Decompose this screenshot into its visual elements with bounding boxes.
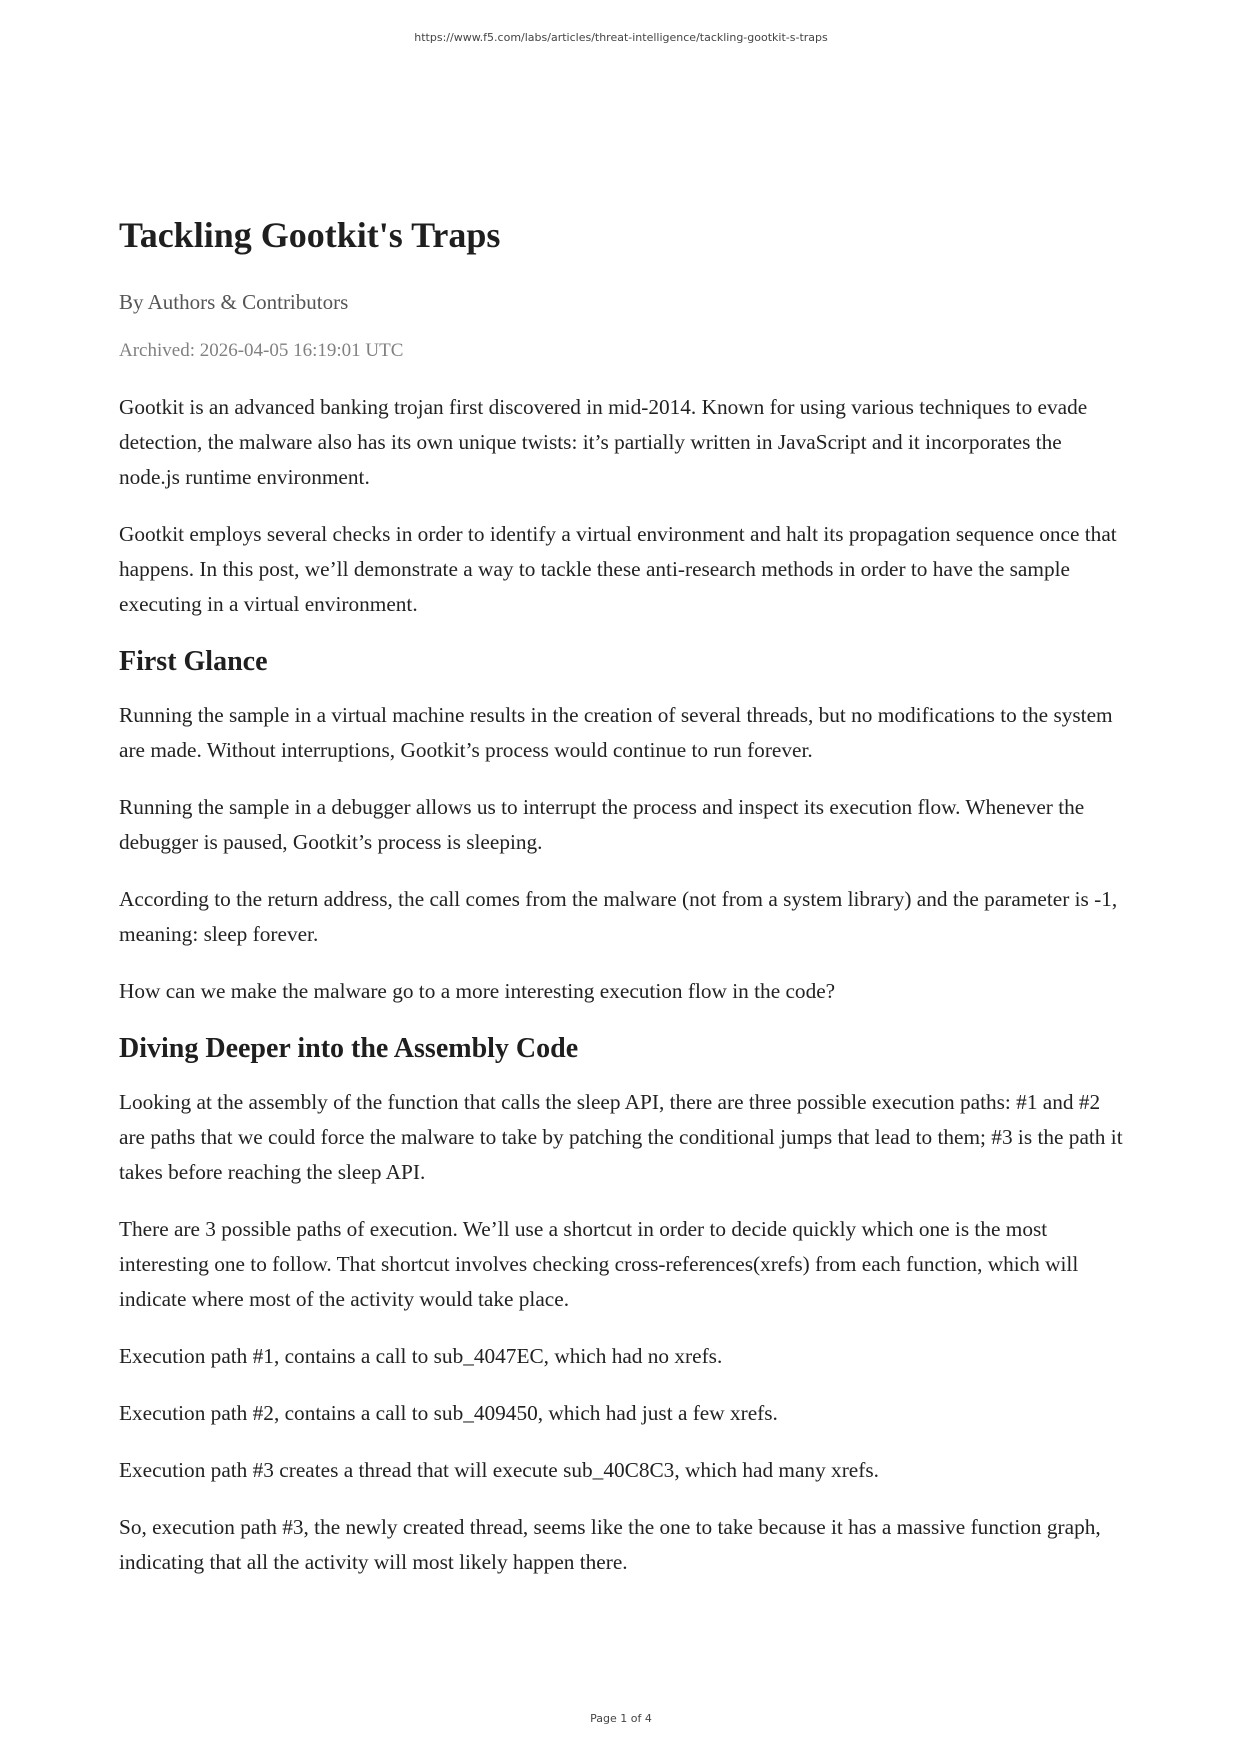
- section-heading-assembly-code: Diving Deeper into the Assembly Code: [119, 1033, 579, 1064]
- intro-paragraph: Gootkit employs several checks in order to identify a virtual environment and halt its propagation sequence once that happens. In this post, we’ll demonstrate a way to tackle these anti-research methods in order to have the sample executing in a virtual environment.: [119, 522, 1117, 616]
- article-body: [119, 390, 1127, 1602]
- article-byline: By Authors & Contributors: [119, 290, 349, 314]
- intro-paragraph: Gootkit is an advanced banking trojan first discovered in mid-2014. Known for using various techniques to evade detection, the malware also has its own unique twists: it’s partially written in JavaScript and it incorporates the node.js runtime environment.: [119, 395, 1088, 489]
- body-paragraph: How can we make the malware go to a more interesting execution flow in the code?: [119, 979, 836, 1003]
- source-url[interactable]: https://www.f5.com/labs/articles/threat-intelligence/tackling-gootkit-s-traps: [414, 31, 828, 44]
- body-paragraph: According to the return address, the call comes from the malware (not from a system library) and the parameter is -1, meaning: sleep forever.: [119, 887, 1118, 946]
- body-paragraph: Running the sample in a debugger allows us to interrupt the process and inspect its execution flow. Whenever the debugger is paused, Gootkit’s process is sleeping.: [119, 795, 1085, 854]
- article-title: Tackling Gootkit's Traps: [119, 215, 501, 255]
- body-paragraph: Execution path #1, contains a call to sub_4047EC, which had no xrefs.: [119, 1344, 723, 1368]
- body-paragraph: Looking at the assembly of the function that calls the sleep API, there are three possible execution paths: #1 and #2 are paths that we could force the malware to take by patching the conditional jumps that lead to them; #3 is the path it takes before reaching the sleep API.: [119, 1090, 1123, 1184]
- body-paragraph: Execution path #3 creates a thread that will execute sub_40C8C3, which had many xrefs.: [119, 1458, 879, 1482]
- body-paragraph: There are 3 possible paths of execution. We’ll use a shortcut in order to decide quickly which one is the most interesting one to follow. That shortcut involves checking cross-references(xrefs) from each function, which will indicate where most of the activity would take place.: [119, 1217, 1079, 1311]
- body-paragraph: Execution path #2, contains a call to sub_409450, which had just a few xrefs.: [119, 1401, 778, 1425]
- body-paragraph: Running the sample in a virtual machine results in the creation of several threads, but no modifications to the system are made. Without interruptions, Gootkit’s process would continue to run forever.: [119, 703, 1113, 762]
- page-number: Page 1 of 4: [590, 1712, 652, 1725]
- body-paragraph: So, execution path #3, the newly created thread, seems like the one to take because it has a massive function graph, indicating that all the activity will most likely happen there.: [119, 1515, 1101, 1574]
- archived-timestamp: Archived: 2026-04-05 16:19:01 UTC: [119, 340, 404, 361]
- section-heading-first-glance: First Glance: [119, 646, 268, 677]
